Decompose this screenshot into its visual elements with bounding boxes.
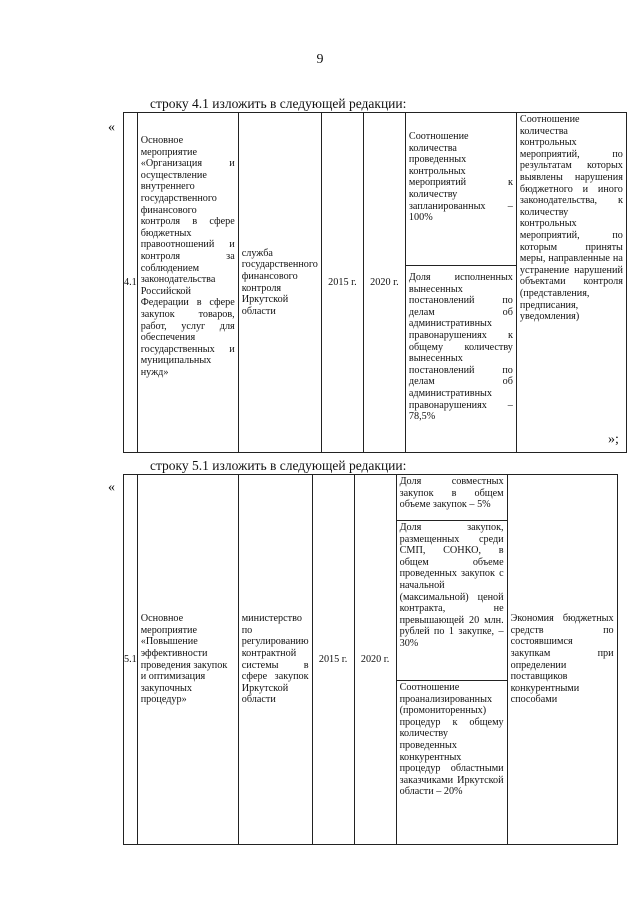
row-number: 4.1 (124, 113, 138, 453)
section1-open-quote: « (108, 120, 115, 135)
indicator-1: Доля совместных закупок в общем объеме закупок – 5% (396, 475, 507, 521)
start-year: 2015 г. (321, 113, 363, 453)
section2-intro: строку 5.1 изложить в следующей редакции: (150, 458, 407, 473)
executor: министерство по регулированию контрактной системы в сфере закупок Иркутской области (238, 475, 312, 845)
expected-result: Соотношение количества контрольных мероприятий, по результатам которых выявлены нарушения бюджетного и иного законодательства, к количеству контрольных мероприятий, по которым приняты меры, направленные на устранение нарушений объектами контроля (представления, предписания, уведомления) (516, 113, 626, 453)
row-5-1-table (123, 474, 618, 845)
indicator-2: Доля закупок, размещенных среди СМП, СОНКО, в общем объеме проведенных закупок с начальной (максимальной) ценой контракта, не превышающей 20 млн. рублей по 1 закупке, – 30% (396, 521, 507, 681)
indicator-1: Соотношение количества проведенных контрольных мероприятий к количеству запланированных – 100% (405, 113, 516, 266)
row-number: 5.1 (124, 475, 138, 845)
measure-name: Основное мероприятие «Организация и осуществление внутреннего государственного финансового контроля в сфере бюджетных правоотношений и контроля за соблюдением законодательства Российской Федерации в сфере закупок товаров, работ, услуг для обеспечения государственных и муниципальных нужд» (137, 113, 238, 453)
indicator-3: Соотношение проанализированных (промониторенных) процедур к общему количеству проведенных конкурентных процедур областными заказчиками Иркутской области – 20% (396, 681, 507, 845)
end-year: 2020 г. (354, 475, 396, 845)
row-4-1-table (123, 112, 627, 453)
start-year: 2015 г. (312, 475, 354, 845)
page-number: 9 (316, 52, 324, 67)
measure-name: Основное мероприятие «Повышение эффективности проведения закупок и оптимизация закупочных процедур» (137, 475, 238, 845)
end-year: 2020 г. (363, 113, 405, 453)
section1-intro: строку 4.1 изложить в следующей редакции: (150, 96, 407, 111)
section2-open-quote: « (108, 480, 115, 495)
executor: служба государственного финансового контроля Иркутской области (238, 113, 321, 453)
expected-result: Экономия бюджетных средств по состоявшимся закупкам при определении поставщиков конкурентными способами (507, 475, 617, 845)
indicator-2: Доля исполненных вынесенных постановлений по делам об административных правонарушениях к общему количеству вынесенных постановлений по делам об административных правонарушениях – 78,5% (405, 266, 516, 453)
section1-close-quote: »; (608, 432, 619, 447)
